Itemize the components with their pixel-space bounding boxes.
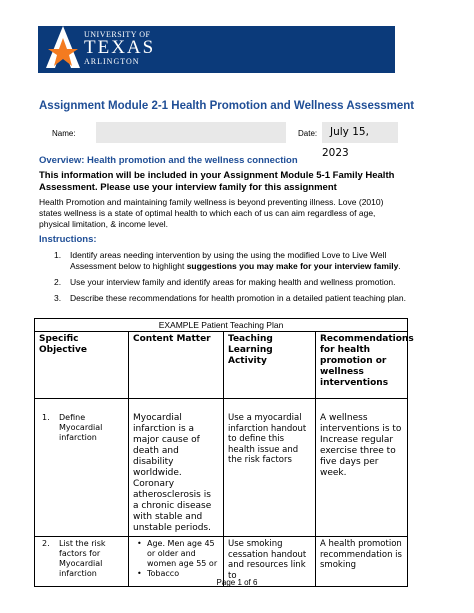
recommendation-cell: A wellness interventions is to Increase regular exercise three to five days per week. — [316, 399, 408, 537]
instruction-item — [54, 293, 418, 304]
teaching-plan-table — [34, 318, 414, 587]
logo-line-1: UNIVERSITY OF — [84, 30, 151, 39]
instruction-item — [54, 277, 418, 288]
instruction-bold: suggestions you may make for your interview family — [186, 261, 399, 271]
column-header: Specific Objective — [35, 332, 129, 399]
instruction-number: 2. — [54, 277, 62, 287]
instruction-number: 1. — [54, 250, 62, 260]
content-cell: Myocardial infarction is a major cause of death and disability worldwide. Coronary atherosclerosis is a chronic disease with stable and unstable periods. — [129, 399, 224, 537]
objective-text: Define Myocardial infarction — [59, 413, 103, 442]
page-number: Page 1 of 6 — [216, 578, 258, 587]
recommendation-cell: A health promotion recommendation is smoking — [316, 537, 408, 587]
column-header: Recommendations for health promotion or wellness interventions — [316, 332, 408, 399]
objective-number: 2. — [42, 539, 50, 548]
column-header: Teaching Learning Activity — [224, 332, 316, 399]
objective-cell — [35, 399, 129, 537]
university-star-logo-icon — [44, 24, 82, 74]
document-title: Assignment Module 2-1 Health Promotion and Wellness Assessment — [39, 100, 415, 112]
activity-cell: Use smoking cessation handout and resources link to — [224, 537, 316, 587]
date-label: Date: — [298, 129, 318, 138]
list-item: • Tobacco — [147, 569, 219, 579]
logo-line-3: ARLINGTON — [84, 57, 140, 66]
name-label: Name: — [52, 129, 76, 138]
instruction-item — [54, 250, 418, 272]
instructions-heading: Instructions: — [39, 234, 97, 245]
instruction-text: Identify areas needing intervention by using the using the modified Love to Live Well Assessment below to highlight — [70, 250, 387, 271]
objective-number: 1. — [42, 413, 50, 422]
activity-cell: Use a myocardial infarction handout to define this health issue and the risk factors — [224, 399, 316, 537]
objective-text: List the risk factors for Myocardial infarction — [59, 539, 106, 578]
instructions-list — [54, 250, 418, 309]
column-header: Content Matter — [129, 332, 224, 399]
instruction-text: Describe these recommendations for health promotion in a detailed patient teaching plan. — [70, 293, 406, 303]
list-item: • Age. Men age 45 or older and women age 55 or — [147, 539, 219, 569]
date-field[interactable]: July 15, 2023 — [322, 122, 398, 143]
instruction-tail: . — [398, 261, 401, 271]
overview-body: Health Promotion and maintaining family wellness is beyond preventing illness. Love (2010) states wellness is a state of optimal health to which each of us can aim regardless of age, physical limitation, & income level. — [39, 197, 384, 229]
table-row — [35, 399, 408, 537]
instruction-text: Use your interview family and identify areas for making health and wellness promotion. — [70, 277, 396, 287]
name-field[interactable] — [96, 122, 286, 143]
overview-heading: Overview: Health promotion and the wellness connection — [39, 155, 298, 166]
university-wordmark — [84, 30, 155, 66]
overview-bold-note: This information will be included in your Assignment Module 5-1 Family Health Assessment. Please use your interview family for this assignment — [39, 170, 395, 193]
instruction-number: 3. — [54, 293, 62, 303]
table-title: EXAMPLE Patient Teaching Plan — [35, 319, 408, 332]
logo-line-2: TEXAS — [84, 37, 156, 58]
risk-factor-list — [133, 539, 219, 579]
